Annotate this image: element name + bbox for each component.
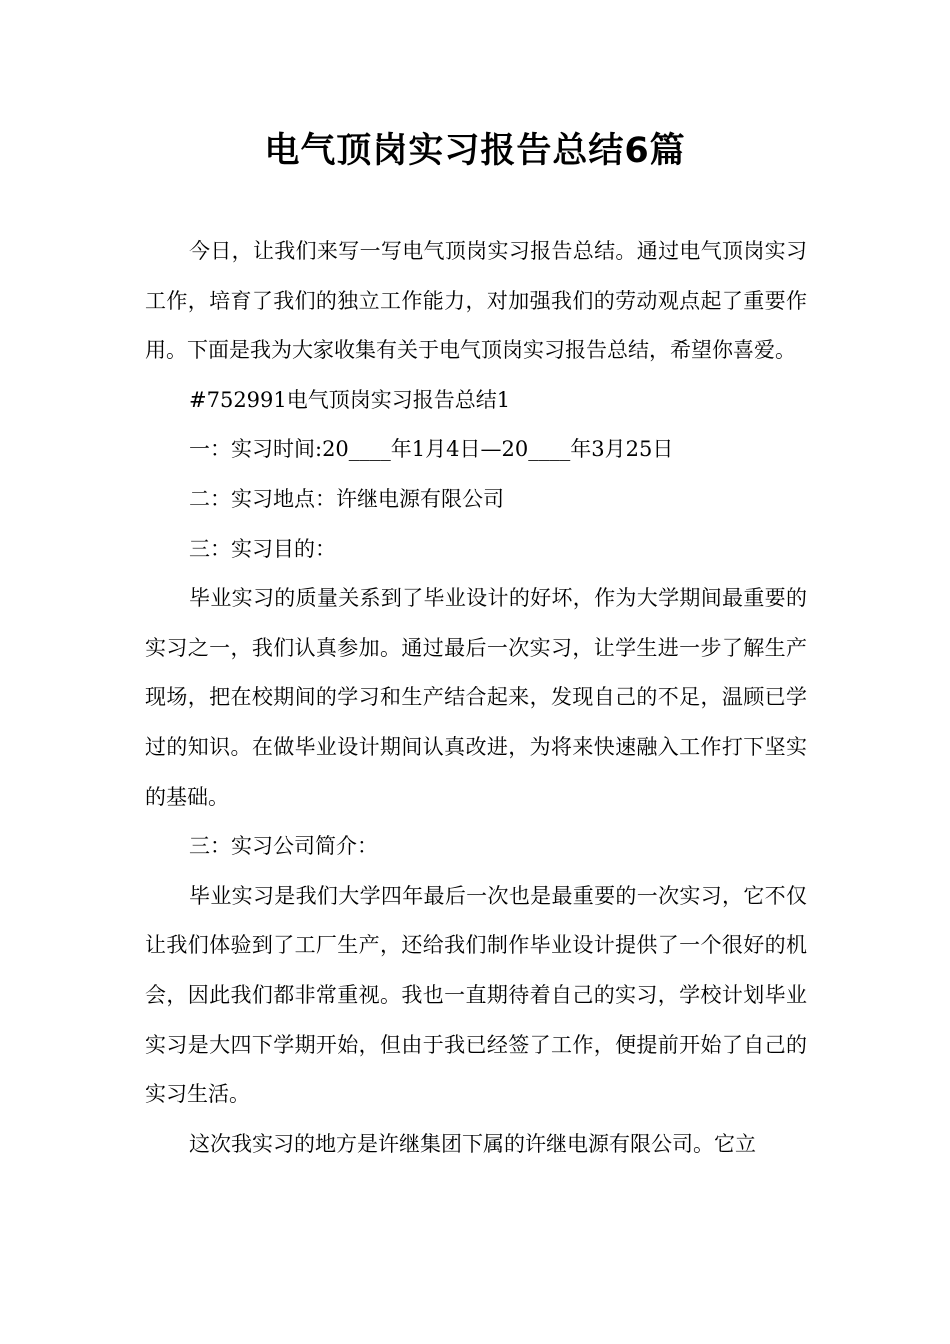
- paragraph-company-body: 毕业实习是我们大学四年最后一次也是最重要的一次实习，它不仅让我们体验到了工厂生产，还给我们制作毕业设计提供了一个很好的机会，因此我们都非常重视。我也一直期待着自己的实习，学校计划毕业实习是大四下学期开始，但由于我已经签了工作，便提前开始了自己的实习生活。: [145, 883, 807, 1107]
- document-body: [145, 227, 807, 1169]
- paragraph-company-heading: 三：实习公司简介：: [189, 834, 378, 859]
- paragraph-internship-location: 二：实习地点：许继电源有限公司: [189, 486, 504, 511]
- paragraph-intro: 今日，让我们来写一写电气顶岗实习报告总结。通过电气顶岗实习工作，培育了我们的独立工作能力，对加强我们的劳动观点起了重要作用。下面是我为大家收集有关于电气顶岗实习报告总结，希望你喜爱。: [145, 239, 807, 363]
- paragraph-company-location: 这次我实习的地方是许继集团下属的许继电源有限公司。它立: [189, 1131, 756, 1156]
- paragraph-purpose-body: 毕业实习的质量关系到了毕业设计的好坏，作为大学期间最重要的实习之一，我们认真参加。通过最后一次实习，让学生进一步了解生产现场，把在校期间的学习和生产结合起来，发现自己的不足，温顾已学过的知识。在做毕业设计期间认真改进，为将来快速融入工作打下坚实的基础。: [145, 586, 807, 809]
- paragraph-purpose-heading: 三：实习目的：: [189, 536, 336, 561]
- paragraph-internship-time: 一：实习时间:20____年1月4日—20____年3月25日: [189, 437, 674, 462]
- document-title: 电气顶岗实习报告总结6篇: [264, 131, 686, 171]
- paragraph-section-heading: #752991电气顶岗实习报告总结1: [189, 387, 511, 412]
